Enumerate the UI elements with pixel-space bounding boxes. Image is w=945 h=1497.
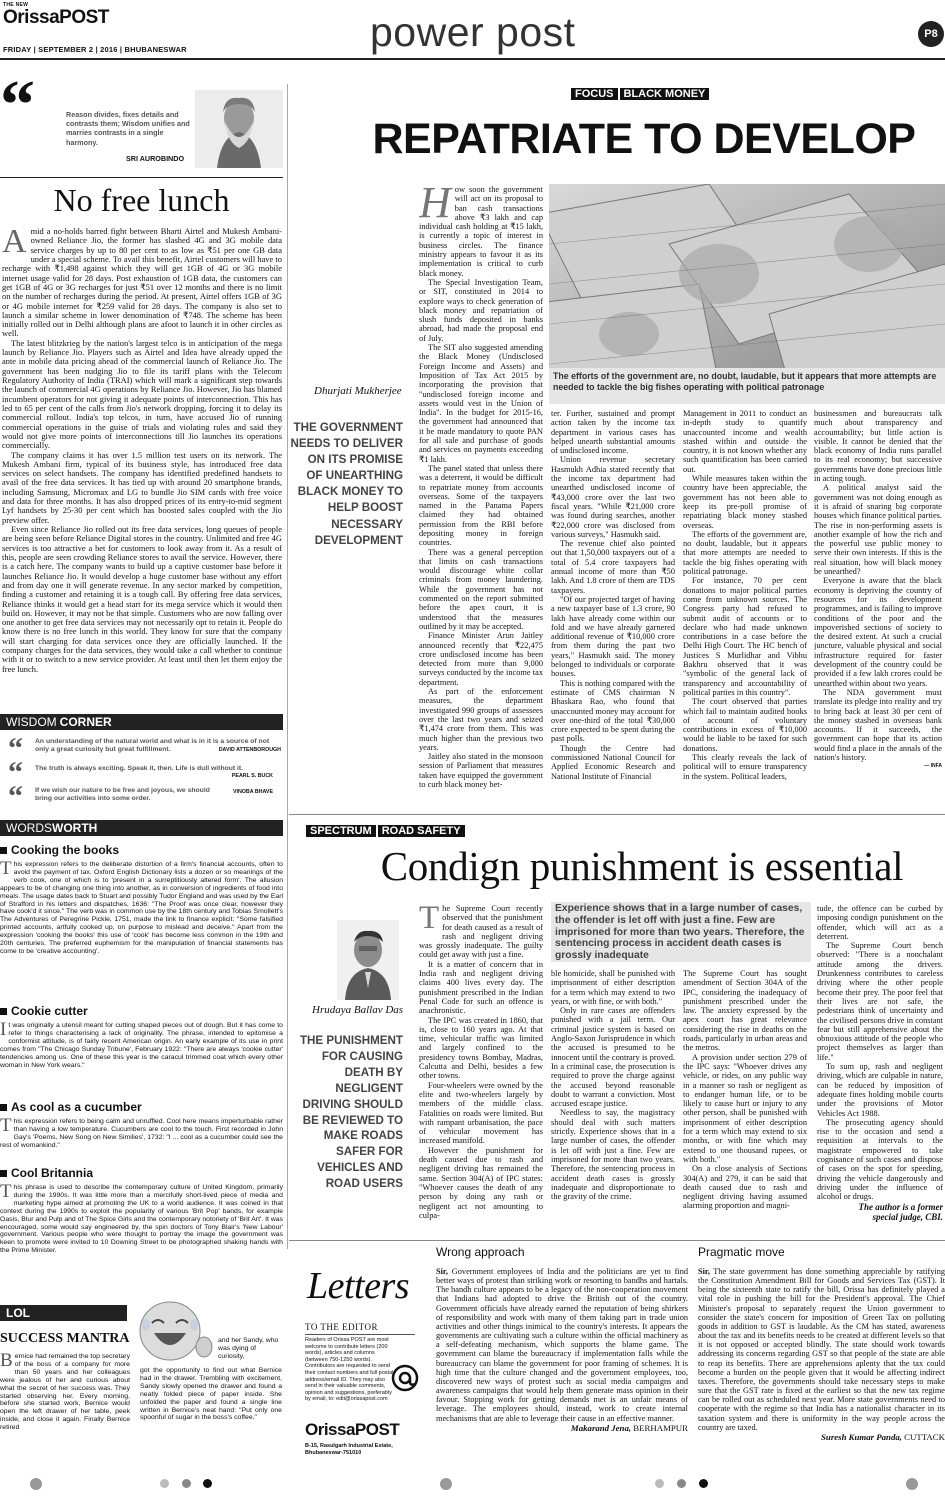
byline: Dhurjati Mukherjee <box>314 385 402 397</box>
spectrum-dropcap: T <box>419 904 440 936</box>
para: The efforts of the government are, no doubt, laudable, but it appears that more attempts are needed to tackle the big fishes operating with political patronage. <box>683 529 807 577</box>
letter-salutation: Sir, <box>698 1267 710 1276</box>
wisdom-quote-text: If we wish our nature to be free and joyous, we should bring our activities into some order. <box>35 787 210 802</box>
section-rule <box>289 814 945 815</box>
para: Four-wheelers were owned by the elite and two-wheelers largely by members of the middle class. Fatalities on roads were limited. But with rampant urbanisation, the pace of vehicular movement has increased manifold. <box>419 1080 543 1146</box>
para: To sum up, rash and negligent driving, which are culpable in nature, can be reduced by imposition of adequate fines holding mobile courts under the provisions of Motor Vehicles Act 1988. <box>817 1062 943 1118</box>
focus-col-2 <box>551 409 675 799</box>
bullet-square-icon <box>0 847 7 854</box>
reg-dot-icon <box>160 1479 169 1488</box>
wisdom-quote <box>0 732 283 765</box>
letter-body: The state government has done something appreciable by ratifying the Constitution Amendment Bill for Goods and Services Tax (GST). It being the sixteenth state to ratify the bill, Orissa has definitely played a vital role in pushing the bill for the President's approval. The Chief Minister's proposal to separately request the Union government to consider the state's concern for imposition of Green Tax on polluting goods in addition to GST is laudable. As the CM has stated, awareness about the tax and its benefits needs to be created at different levels so that it is not opposed or accepted blindly. The state should work towards addressing its concerns regarding GST so that people of the state are able to reap its benefits. There are apprehensions aplenty that the tax could become a burden on the people given that it would be affecting indirect taxes. Therefore, the governments should take necessary steps to make sure that the GST rate is fixed at the earliest so that the new tax regime can be rolled out as scheduled next year. More state governments need to cooperate with the regime so that India has a nationalist character in its taxation system and there is uniformity in the way people across the country are taxed. <box>698 1267 945 1432</box>
para: There was a general perception that limits on cash transactions would discourage white collar criminals from money laundering. While the government has not commented on the report submitted before the apex court, it is understood that the measures outlined by it may be accepted. <box>419 547 543 631</box>
kicker-b: BLACK MONEY <box>620 88 710 100</box>
editorial-dropcap: A <box>2 227 27 260</box>
entry-text-body: his expression refers to the deliberate distortion of a firm's financial accounts, often to avoid the payment of tax. Oxford English Dictionary lists a dozen or so meanings of the verb cook, one of which is to 'present in a surreptitiously altered form'. The allusion appears to be of changing one thing into another, as in conversion of ingredients of food into meals. The usage dates back to Stuart and possibly Tudor England and was used by the Earl of Strafford in his letters and dispatches, 1636: "The Proof was once clear, however they have cook'd it since." The verb was in common use by the 18th century and Tobias Smollett's The Adventures of Peregrine Pickle, 1751, made the link to finance explicit: "Some falsified printed accounts, artfully cooked up, on purpose to mislead and deceive." Apart from the expression 'cooking the books' this use of 'cook' has become less common in the 19th and 20th centuries. The preferred euphemism for the manipulation of financial statements has come to be 'creative accounting'. <box>0 861 283 955</box>
quote-mark-icon: “ <box>8 780 23 813</box>
para: businessmen and bureaucrats talk much about transparency and accountability; but little action is visible. It cannot be denied that the black economy of India runs parallel to its real economy; but successive governments have done precious little in acting tough. <box>814 409 942 484</box>
para: The panel stated that unless there was a deterrent, it would be difficult to repatriate money from accounts overseas. Some of the taxpayers named in the Panama Papers claimed they had obtained permission from the RBI before depositing money in foreign countries. <box>419 463 543 548</box>
para: A provision under section 279 of the IPC says: "Whoever drives any vehicle, or rides, on any public way in a manner so rash or negligent as to endanger human life, or to be likely to cause hurt or injury to any other person, shall be punished with imprisonment of either description for a term which may extend to six months, or with fine which may extend to one thousand rupees, or with both." <box>683 1052 807 1164</box>
editorial-para: Even since Reliance Jio rolled out its free data services, long queues of people are being seen before Reliance Digital stores in the country. Unlimited and free 4G services is too attractive a bet for customers to look away from it. As a result of this, people are seen crowding Reliance stores to avail the service. However, there is a catch here. The company wants to build up a captive customer base before it launches Reliance Jio. It would develop a huge customer base without any effort and from day one it will generate revenue. In any sector marked by competition, finding a customer and retaining it is a tough call. By offering free data services, Reliance thinks it would get a head start for its mega service which it would then build on. However, it may not be that simple. Customers who are now falling over one another to get free data services may not necessarily opt to retain it. People do know there is no free lunch in this world. They know for sure that the company will start charging for data services once they are officially launched. If the company charges for the data services, they would take a call whether to continue with it or to switch to a new service provider. At least until then let them enjoy the free lunch. <box>2 524 282 674</box>
wisdom-quote-author: PEARL S. BUCK <box>231 773 273 779</box>
focus-kicker <box>571 86 709 102</box>
photo-caption: The efforts of the government are, no doubt, laudable, but it appears that more attempts are needed to tackle the big fishes operating with political patronage <box>549 368 945 404</box>
letters-sub: TO THE EDITOR <box>305 1322 378 1332</box>
focus-col-1 <box>419 185 543 797</box>
editorial-para: The latest blitzkrieg by the nation's largest telco is in anticipation of the mega launch by Reliance Jio. Players such as Airtel and Idea have already upped the ante in mobile data pricing ahead of the commercial launch of Reliance Jio. The government has been nudging Jio to file its tariff plans with the Telecom Regulatory Authority of India (TRAI) which will mark a significant step towards the launch of commercial 4G operations by Reliance Jio. However, Jio has blamed incumbent operators for not giving it adequate points of interconnection. This has led to 65 per cent of the calls from Jio's network dropping, forcing it to delay its commercial rollout. India's top telcos, in turn, have accused Jio of running commercial operations in the guise of trials and violating rules and said they would not give more points of interconnections till Jio launches its operations commercially. <box>2 337 282 451</box>
entry-text-body: t was originally a utensil meant for cutting shaped pieces out of dough. But it has come to refer to things characterising a lack of originality. The phrase, intended to epitomise a conformist attitude, is of fairly recent American origin. An early example of its use in print comes from "The Chicago Sunday Tribune', February 1922: "There are always 'cookie cutter' tendencies among us. One of these this year is the caracul trimmed coat which every other woman in New York wears." <box>0 1022 283 1069</box>
para: On a close analysis of Sections 304(A) and 279, it can be said that death caused due to rash and negligent driving having assumed alarming proportion and magni- <box>683 1164 807 1211</box>
reg-dot-icon <box>655 1479 664 1488</box>
wisdom-quote <box>0 780 283 813</box>
logo: OrissaPOST <box>3 7 109 28</box>
wordsworth-entry <box>0 1166 283 1306</box>
address-line: B-15, Rasulgarh Industrial Estate, <box>305 1443 393 1449</box>
page-number: P8 <box>918 21 944 47</box>
entry-title-text: Cookie cutter <box>11 1004 88 1018</box>
para: While measures taken within the country have been appreciable, the government has not been able to keep its pre-poll promise of repatriating black money stashed overseas. <box>683 474 807 530</box>
para: The IPC was created in 1860, that is, close to 160 years ago. At that time, vehicular traffic was limited and largely confined to the presidency towns Bombay, Madras, Calcutta and Delhi, besides a few other towns. <box>419 1015 543 1081</box>
para: The Supreme Court has sought amendment of Section 304A of the IPC, considering the inadequacy of punishment prescribed under the law. The anxiety expressed by the apex court has great relevance considering the rise in deaths on the roads, particularly in urban areas and the metros. <box>683 969 807 1053</box>
letters-section <box>289 1240 945 1462</box>
para: This is nothing compared with the estimate of CMS chairman N Bhaskara Rao, who found that unaccounted money may account for over one-third of the total ₹30,000 crore expected to be spent during the past polls. <box>551 678 675 744</box>
para: The court observed that parties which fail to maintain audited books of account of voluntary contributions in excess of ₹10,000 would be liable to be taxed for such donations. <box>683 697 807 753</box>
para: For instance, 70 per cent donations to major political parties come from unknown sources. The Congress party had refused to submit audit of accounts or to declare who had made unknown contributions in a case before the Delhi High Court. The HC bench of Justices S Murlidhar and Vibhu Bakhru observed that it was "symbolic of the general lack of transparency and accountability of political parties in this country". <box>683 576 807 697</box>
highlight-box: Experience shows that in a large number of cases, the offender is let off with just a fine. Few are imprisoned for more than two years. Therefore, the sentencing process in accident death cases is grossly inadequate <box>551 902 811 962</box>
letters-info: Readers of Orissa POST are most welcome to contribute letters (200 words), articles and columns (between 750-1250 words). Contributors are requested to send their contact numbers and full postal address/email ID. They may also send in their valuable comments, opinion and suggestions, preferably by email, to: edit@orissapost.com <box>305 1337 394 1403</box>
letters-address <box>305 1443 393 1456</box>
signature-place: BERHAMPUR <box>633 1422 688 1433</box>
entry-dropcap: I <box>0 1019 7 1040</box>
quote-text: Reason divides, fixes details and contrasts them; Wisdom unifies and marries contrasts in a single harmony. <box>66 110 190 147</box>
letter-salutation: Sir, <box>436 1267 448 1276</box>
para: Management in 2011 to conduct an in-depth study to quantify unaccounted income and wealth stashed within and outside the country, it is not known whether any such quantification has been carried out. <box>683 409 807 474</box>
para: The prosecuting agency should rise to the occasion and send a requisition at intervals to the magistrate empowered to take cognisance of such cases and dispose of cases on the spot for speeding, driving the vehicle dangerously and driving under the influence of alcohol or drugs. <box>817 1117 943 1202</box>
quote-mark-icon: “ <box>8 756 23 789</box>
entry-text <box>0 1019 283 1069</box>
lol-dropcap: B <box>0 1350 13 1371</box>
wordsworth-label-a: WORDS <box>6 821 52 835</box>
entry-text-body: his expression refers to being calm and unruffled. Cool here means imperturbable rather than having a low temperature. Cucumbers are cool to the touch. First recorded in John Gay's 'Poems, New Song on New Similies', 1732: "I ... cool as a cucumber could see the rest of womankind." <box>0 1118 283 1149</box>
reg-dot-icon <box>699 1479 708 1488</box>
entry-title-text: Cool Britannia <box>11 1166 94 1180</box>
para: ter. Further, sustained and prompt action taken by the income tax department in various cases has helped unearth substantial amounts of undisclosed income. <box>551 409 675 456</box>
pullquote: THE PUNISHMENT FOR CAUSING DEATH BY NEGLIGENT DRIVING SHOULD BE REVIEWED TO MAKE ROADS SAFER FOR VEHICLES AND ROAD USERS <box>299 1034 403 1191</box>
lol-col1 <box>0 1350 130 1432</box>
para: As part of the enforcement measures, the department investigated 990 groups of assessees over the last two years and seized ₹1,474 crore from them. This was much higher than the previous two years. <box>419 687 543 752</box>
signoff-line: special judge, CBI. <box>872 1211 943 1222</box>
spectrum-col-2 <box>551 969 675 1223</box>
para: This clearly reveals the lack of political will to ensure transparency in the system. Political leaders, <box>683 752 807 781</box>
para: Union revenue secretary Hasmukh Adhia stated recently that the income tax department had unearthed undisclosed income of ₹43,000 crore over the last two fiscal years. "While ₹21,000 crore was found during searches, another ₹22,000 crore was disclosed from various surveys," Hasmukh said. <box>551 455 675 539</box>
letter-text <box>698 1267 945 1432</box>
para: The SIT also suggested amending the Black Money (Undisclosed Foreign Income and Assets) and Imposition of Tax Act 2015 by incorporating the provision that "undisclosed foreign income and assets would vest in the Union of India". In the budget for 2015-16, the government had announced that it be made mandatory to quote PAN for all sale and purchase of goods and services on payments exceeding ₹1 lakh. <box>419 343 543 464</box>
reg-oval-icon <box>906 1478 918 1490</box>
bullet-square-icon <box>0 1104 7 1111</box>
para: The Special Investigation Team, or SIT, constituted in 2014 to explore ways to check generation of black money and repatriation of slush funds deposited in banks abroad, had made the proposal end of July. <box>419 277 543 343</box>
para: The revenue chief also pointed out that 1,50,000 taxpayers out of a total of 5.4 crore taxpayers had annual income of more than ₹50 lakh. And 1.8 crore of them are TDS taxpayers. <box>551 539 675 595</box>
para: Only in rare cases are offenders punished with a jail term. Our criminal justice system is based on Anglo-Saxon Jurisprudence in which the accused is presumed to be innocent until the contrary is proved. In a criminal case, the prosecution is required to prove the charge against the accused beyond reasonable doubt to warrant a conviction. Most accused escape justice. <box>551 1006 675 1109</box>
letter-signature <box>698 1432 945 1442</box>
spectrum-col-1 <box>419 904 543 1224</box>
wisdom-label-a: WISDOM <box>6 715 57 729</box>
signoff <box>817 1202 943 1222</box>
lol-title: SUCCESS MANTRA <box>0 1331 130 1346</box>
lol-col2-top: and her Sandy, who was dying of curiosity, <box>218 1337 279 1360</box>
editorial-para: mid a no-holds barred fight between Bharti Airtel and Mukesh Ambani-owned Reliance Jio, the former has slashed 4G and 3G mobile data service charges by up to 80 per cent to as low as ₹51 per one GB data under a special scheme. To avail this benefit, Airtel customers will have to recharge with ₹1,498 against which they will get 1GB of 4G or 3G mobile internet usage valid for 28 days. Post exhaustion of 1GB data, the customers can get 1GB of 4G or 3G recharges for just ₹51 over 12 months and there is no limit on the number of recharges during the period. At present, Airtel offers 1GB of 3G or 4G mobile internet for ₹259 valid for 28 days. The company is also set to launch a similar scheme in lower denomination of ₹748. The scheme has been initially rolled out in Delhi although plans are afoot to launch it in other circles as well. <box>2 227 282 339</box>
para: A political analyst said the government was not doing enough as it is afraid of snaring big corporate houses which finance political parties. The rise in non-performing assets is another example of how the rich and the powerful use public money to serve their own interests. If this is the real situation, how will black money be unearthed? <box>814 483 942 577</box>
letter-signature <box>436 1423 688 1433</box>
signature-name: Makarand Jena, <box>570 1422 632 1433</box>
entry-title <box>0 1004 283 1019</box>
section-title: power post <box>370 9 576 55</box>
para: ble homicide, shall be punished with imprisonment of either description for a term which may extend to two years, or with fine, or with both." <box>551 969 675 1006</box>
entry-title-text: As cool as a cucumber <box>11 1100 142 1114</box>
bullet-square-icon <box>0 1008 7 1015</box>
para: It is a matter of concern that in India rash and negligent driving claims 400 lives every day. The punishment prescribed in the Indian Penal Code for such an offence is anachronistic. <box>419 959 543 1016</box>
masthead <box>0 0 945 66</box>
focus-story <box>289 62 945 822</box>
wisdom-quote <box>0 756 283 789</box>
editorial-body <box>2 227 282 712</box>
rupee-notes-image <box>549 184 945 368</box>
logo-small: THE NEW <box>3 2 29 8</box>
lol-col2: got the opportunity to find out what Bernice had in the drawer. Trembling with excitement, Sandy slowly opened the drawer and found a neatly folded piece of paper inside. She unfolded the paper and found a single line written in Bernice's neat hand: "Put only one spoonful of sugar in the boss's coffee." <box>140 1367 282 1422</box>
entry-dropcap: T <box>0 858 12 879</box>
kicker-a: FOCUS <box>571 88 618 100</box>
para: tude, the offence can be curbed by imposing condign punishment on the offender, which will act as a deterrent. <box>817 904 943 941</box>
pullquote: THE GOVERNMENT NEEDS TO DELIVER ON ITS PROMISE OF UNEARTHING BLACK MONEY TO HELP BOOST NECESSARY DEVELOPMENT <box>290 421 403 547</box>
lol-label: LOL <box>6 1306 30 1320</box>
wisdom-quote-author: VINOBA BHAVE <box>232 789 273 795</box>
signature-name: Suresh Kumar Panda, <box>821 1431 902 1442</box>
para: Jaitley also stated in the monsoon session of Parliament that measures taken have equipped the government to curb black money bet- <box>419 752 543 789</box>
para: The NDA government must translate its pledge into reality and try to bring back at least 30 per cent of the money stashed in overseas bank accounts. If it succeeds, the government can hope that its action would find a place in the annals of the nation's history. <box>814 687 942 762</box>
address-line: Bhubaneswar-751010 <box>305 1449 362 1456</box>
kicker-b: ROAD SAFETY <box>378 825 465 837</box>
quote-mark-icon: “ <box>0 67 35 144</box>
wisdom-corner-header <box>0 714 283 730</box>
letters-logo: OrissaPOST <box>305 1420 400 1439</box>
letter-item <box>436 1244 688 1459</box>
registration-marks <box>0 1474 945 1496</box>
letters-big: Letters <box>307 1265 410 1307</box>
para: he Supreme Court recently observed that the punishment for death caused as a result of rash and negligent driving was grossly inadequate. The guilty could get away with just a fine. <box>419 904 543 960</box>
letters-sub-rule <box>305 1334 415 1335</box>
entry-dropcap: T <box>0 1115 12 1136</box>
para: Though the Centre had commissioned National Council for Applied Economic Research and National Institute of Financial <box>551 743 675 781</box>
wisdom-label-b: CORNER <box>59 715 112 729</box>
masthead-rule <box>0 58 945 60</box>
entry-title <box>0 1166 283 1181</box>
column-rule <box>287 84 288 1249</box>
para: Everyone is aware that the black economy is depriving the country of resources for its development programmes, and is failing to improve conditions of the poor and the impoverished sections of society to the desired extent. At such a crucial juncture, valuable physical and social infrastructure required for faster development of the country could be provided if a few lakh crores could be unearthed within about two years. <box>814 576 942 688</box>
spectrum-col-3 <box>683 969 807 1223</box>
author-portrait-image <box>337 920 399 1000</box>
reg-dot-icon <box>182 1479 191 1488</box>
para: "Of our projected target of having a new taxpayer base of 1.3 crore, 90 lakh have already come within our fold and we have already garnered additional revenue of ₹10,000 crore from them during the past two years," Hasmukh said. The money belonged to individuals or corporate houses. <box>551 594 675 679</box>
wordsworth-header <box>0 820 283 836</box>
letter-body: Government employees of India and the politicians are yet to find better ways of protest than striking work or resorting to bandhs and hartals. The bandh culture appears to be a legacy of the non-cooperation movement that Indians had adopted to drive the British out of the country. Government officials have already earned the reputation of being shirkers of responsibility and work with many of them taking part in trade union activities and other things inimical to the country's interests. It appears the governments are cultivating such a culture within the official machinery as a self-defeating mechanism, which supports the blame game. The government can blame the bureaucracy if implementation falls while the bureaucracy can blame the government for poor framing of schemes. It is high time that the culture changed and the government employees, too, discovered new ways of protest such as social media campaigns and awareness campaigns that would help them generate mass opinion in their favour. Stopping work for getting demands met is an unfair means of leverage. The employees should, instead, work to create internal mechanisms that are able to leverage their cause in an effective manner. <box>436 1267 688 1423</box>
spectrum-col-4 <box>817 904 943 1224</box>
editorial-para: The company claims it has over 1.5 million test users on its network. The Mukesh Ambani firm, typical of its business style, has introduced free data services on select handsets. The company has identified predefined handsets to avail of the free data services. It has tied up with around 20 smartphone brands, including Samsung, Micromax and LG to bundle Jio SIM cards with free voice and data for three months. It has also dropped prices of its entry-to-mid segment Lyf handsets by 25-30 per cent which has boosted sales coupled with the Jio preview offer. <box>2 449 282 525</box>
entry-text-body: his phrase is used to describe the contemporary culture of United Kingdom, primarily during the 1990s. It was little more than a mercifully short-lived piece of media and marketing hype aimed at promoting the UK to a world audience. It was coined in that context during the 1990s to exploit the popularity of various 'Brit Pop' bands, for example Oasis, Blur and Pulp and of The Spice Girls and the contemporary notoriety of 'Brit Art'. It was encouraged, some would say engineered by, the spin doctors of Tony Blair's 'New Labour' government. Various people who were thought to portray the image the government was keen to promote were invited to 10 Downing Street to be photographed shaking hands with the Prime Minister. <box>0 1184 283 1255</box>
lol-header <box>0 1305 127 1321</box>
entry-title <box>0 1100 283 1115</box>
reg-dot-icon <box>677 1479 686 1488</box>
portrait-image <box>195 90 283 168</box>
entry-text <box>0 1115 283 1150</box>
laughing-face-icon <box>130 1297 214 1365</box>
para: Needless to say, the magistracy should deal with such matters strictly. Experience shows that in a large number of cases, the offender is let off with just a fine. Few are imprisoned for more than two years. Therefore, the sentencing process in accident death cases is grossly inadequate and disproportionate to the gravity of the crime. <box>551 1108 675 1202</box>
bullet-square-icon <box>0 1170 7 1177</box>
entry-title <box>0 843 283 858</box>
wisdom-quote-text: The truth is always exciting. Speak it, then. Life is dull without it. <box>35 765 244 772</box>
wisdom-quote-author: DAVID ATTENBOROUGH <box>218 747 281 753</box>
spectrum-kicker <box>306 823 465 839</box>
reg-oval-icon <box>440 1478 452 1490</box>
entry-text <box>0 858 283 956</box>
signoff-line: The author is a former <box>858 1201 943 1212</box>
letter-title: Wrong approach <box>436 1245 525 1259</box>
wordsworth-entry <box>0 1004 283 1096</box>
entry-title-text: Cooking the books <box>11 843 119 857</box>
reg-oval-icon <box>30 1478 42 1490</box>
mail-icon <box>389 1362 421 1394</box>
lol-col1-text: ernice had remained the top secretary of the boss of a company for more than 50 years and her colleagues were jealous of her and curious about what the secret of her success was. They started observing her. Every morning, before she started work, Bernice would open the left drawer of her table, peek inside, and close it again. Finally Bernice retired <box>0 1353 130 1432</box>
entry-dropcap: T <box>0 1181 12 1202</box>
quote-rule <box>0 177 283 178</box>
byline: Hrudaya Ballav Das <box>312 1004 404 1016</box>
wordsworth-label-b: WORTH <box>52 821 98 835</box>
left-column <box>0 62 285 1262</box>
focus-col-3 <box>683 409 807 799</box>
currency-photo <box>549 184 945 368</box>
author-photo <box>337 920 399 1000</box>
reg-dot-icon <box>203 1479 212 1488</box>
credit: — INFA <box>924 763 942 770</box>
letter-text <box>436 1267 688 1423</box>
focus-headline: REPATRIATE TO DEVELOP <box>372 115 916 163</box>
dateline: FRIDAY | SEPTEMBER 2 | 2016 | BHUBANESWAR <box>3 45 187 54</box>
spectrum-headline: Condign punishment is essential <box>380 843 904 889</box>
entry-text <box>0 1181 283 1255</box>
kicker-a: SPECTRUM <box>306 825 376 837</box>
editorial-headline: No free lunch <box>53 182 230 218</box>
para: However the punishment for death caused due to rash and negligent driving has remained the same. Section 304(A) of IPC states: "Whoever causes the death of any person by doing any rash or negligent act not amounting to culpa- <box>419 1145 543 1220</box>
spectrum-story <box>289 820 945 1240</box>
para: Finance Minister Arun Jaitley announced recently that ₹22,475 crore undisclosed income has been detected from more than 9,000 surveys conducted by the income tax department. <box>419 631 543 687</box>
quote-author: SRI AUROBINDO <box>126 154 185 163</box>
para: The Supreme Court bench observed: "There is a nonchalant attitude among the drivers. Drunkenness contributes to careless driving where the other people become their prey. The poor feel that their lives are not safe, the pedestrians think of uncertainty and the civilised persons drive in constant fear but still apprehensive about the obnoxious attitude of the people who project themselves as larger than life." <box>817 941 943 1062</box>
wordsworth-entry <box>0 843 283 995</box>
letter-item <box>698 1244 945 1459</box>
focus-col-4 <box>814 409 942 799</box>
wordsworth-entry <box>0 1100 283 1164</box>
quote-mark-icon: “ <box>8 732 23 765</box>
letter-title: Pragmatic move <box>698 1245 785 1259</box>
aurobindo-photo <box>195 90 283 168</box>
para: ow soon the government will act on its proposal to ban cash transactions above ₹3 lakh and cap individual cash holding at ₹15 lakh, is currently a topic of interest in business circles. The finance ministry appears to favour it as its implementation is critical to curb black money. <box>419 185 543 278</box>
focus-dropcap: H <box>419 185 451 227</box>
lol-section <box>0 1305 285 1465</box>
wisdom-quote-text: An understanding of the natural world and what is in it is a source of not only a great curiosity but great fulfillment. <box>35 738 270 753</box>
signature-place: CUTTACK <box>904 1431 945 1442</box>
